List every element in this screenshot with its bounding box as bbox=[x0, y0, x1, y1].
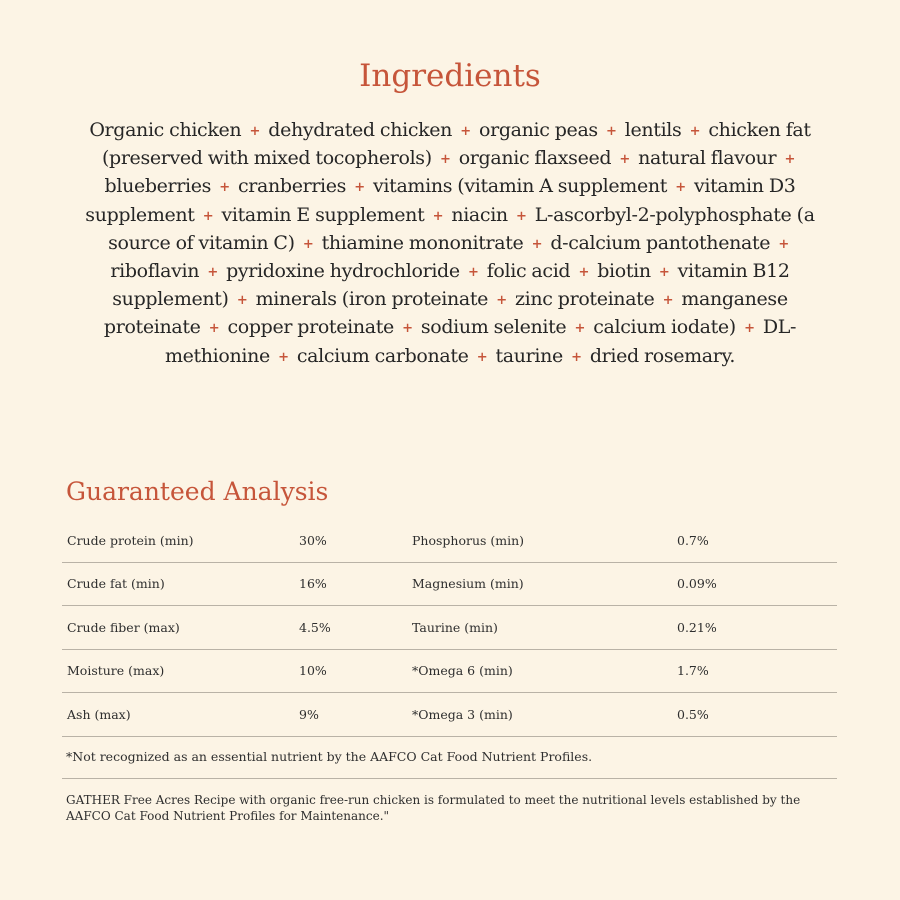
nutrient-name: Moisture (max) bbox=[62, 649, 299, 693]
nutrient-value: 4.5% bbox=[299, 606, 412, 650]
ingredient-item: calcium carbonate bbox=[296, 344, 469, 367]
ingredient-separator: + bbox=[778, 236, 789, 252]
guaranteed-analysis-title: Guaranteed Analysis bbox=[66, 477, 329, 506]
ingredient-item: manganese proteinate bbox=[103, 288, 788, 339]
ingredient-separator: + bbox=[202, 208, 214, 224]
ingredient-item: riboflavin bbox=[110, 260, 200, 283]
ingredient-separator: + bbox=[574, 321, 586, 337]
ingredient-item: sodium selenite bbox=[420, 316, 567, 339]
ingredient-item: taurine bbox=[495, 344, 563, 367]
nutrient-value: 9% bbox=[299, 693, 412, 737]
ingredient-item: natural flavour bbox=[638, 147, 777, 170]
ingredient-separator: + bbox=[658, 265, 670, 281]
ingredient-item: organic flaxseed bbox=[458, 147, 612, 170]
nutrient-name: Phosphorus (min) bbox=[412, 519, 677, 562]
ingredient-item: lentils bbox=[624, 119, 682, 141]
analysis-row bbox=[62, 649, 837, 693]
nutrient-name: Magnesium (min) bbox=[412, 562, 677, 606]
analysis-row bbox=[62, 519, 837, 562]
ingredient-separator: + bbox=[432, 208, 444, 224]
nutrient-value: 0.09% bbox=[677, 562, 837, 606]
guaranteed-analysis-table bbox=[62, 519, 837, 737]
nutrient-name: *Omega 3 (min) bbox=[412, 693, 677, 737]
nutrient-value: 0.7% bbox=[677, 519, 837, 562]
ingredient-item: minerals (iron proteinate bbox=[255, 288, 489, 311]
ingredient-separator: + bbox=[439, 152, 451, 168]
ingredient-item: organic peas bbox=[479, 119, 598, 141]
ingredient-separator: + bbox=[578, 265, 589, 281]
ingredient-separator: + bbox=[219, 180, 230, 196]
analysis-row bbox=[62, 606, 837, 650]
ingredient-item: biotin bbox=[597, 260, 651, 283]
ingredient-item: chicken fat (preserved with mixed tocopherols) bbox=[101, 119, 811, 170]
ingredient-separator: + bbox=[278, 349, 289, 365]
ingredient-item: d-calcium pantothenate bbox=[550, 231, 771, 254]
ingredient-item: vitamin B12 supplement) bbox=[112, 260, 790, 311]
ingredient-item: vitamin D3 supplement bbox=[85, 175, 796, 226]
ingredient-separator: + bbox=[249, 124, 261, 139]
ingredient-separator: + bbox=[619, 152, 630, 168]
ingredient-item: vitamins (vitamin A supplement bbox=[373, 175, 668, 198]
ingredient-item: dehydrated chicken bbox=[268, 119, 453, 141]
ingredient-item: dried rosemary. bbox=[589, 344, 736, 367]
ingredient-item: Organic chicken bbox=[89, 119, 242, 141]
ingredient-separator: + bbox=[460, 124, 471, 139]
analysis-row bbox=[62, 693, 837, 737]
nutrient-value: 10% bbox=[299, 649, 412, 693]
analysis-row bbox=[62, 562, 837, 606]
ingredient-separator: + bbox=[467, 265, 479, 281]
ingredient-separator: + bbox=[531, 236, 543, 252]
ingredient-separator: + bbox=[675, 180, 686, 196]
ingredient-item: calcium iodate) bbox=[593, 316, 736, 339]
ingredient-item: folic acid bbox=[486, 260, 571, 283]
ingredient-separator: + bbox=[302, 236, 314, 252]
ingredient-separator: + bbox=[689, 124, 701, 139]
ingredient-separator: + bbox=[496, 293, 507, 309]
footnote-divider bbox=[62, 778, 837, 779]
ingredients-title: Ingredients bbox=[359, 58, 541, 94]
nutrient-name: *Omega 6 (min) bbox=[412, 649, 677, 693]
nutrient-value: 0.5% bbox=[677, 693, 837, 737]
ingredient-separator: + bbox=[207, 265, 218, 281]
nutrient-name: Crude protein (min) bbox=[62, 519, 299, 562]
ingredients-list bbox=[72, 117, 828, 371]
ingredient-separator: + bbox=[516, 208, 527, 224]
ingredient-item: pyridoxine hydrochloride bbox=[226, 260, 460, 283]
nutrient-name: Crude fat (min) bbox=[62, 562, 299, 606]
ingredient-item: cranberries bbox=[238, 175, 347, 198]
nutrient-value: 1.7% bbox=[677, 649, 837, 693]
ingredient-separator: + bbox=[476, 349, 488, 365]
nutrient-name: Crude fiber (max) bbox=[62, 606, 299, 650]
ingredient-separator: + bbox=[402, 321, 413, 337]
ingredient-item: vitamin E supplement bbox=[221, 203, 425, 226]
ingredient-item: zinc proteinate bbox=[515, 288, 655, 311]
analysis-footnote: *Not recognized as an essential nutrient by the AAFCO Cat Food Nutrient Profiles. bbox=[66, 749, 593, 764]
nutrient-value: 30% bbox=[299, 519, 412, 562]
ingredient-item: L-ascorbyl-2-polyphosphate (a source of vitamin C) bbox=[108, 203, 815, 254]
ingredient-separator: + bbox=[744, 321, 755, 337]
nutrient-name: Ash (max) bbox=[62, 693, 299, 737]
nutrient-value: 16% bbox=[299, 562, 412, 606]
ingredient-separator: + bbox=[208, 321, 220, 337]
ingredient-separator: + bbox=[236, 293, 248, 309]
nutrient-value: 0.21% bbox=[677, 606, 837, 650]
aafco-statement: GATHER Free Acres Recipe with organic free-run chicken is formulated to meet the nutritional levels established by the AAFCO Cat Food Nutrient Profiles for Maintenance." bbox=[66, 793, 801, 823]
ingredient-item: niacin bbox=[451, 203, 508, 226]
ingredient-separator: + bbox=[571, 349, 582, 365]
ingredient-separator: + bbox=[784, 152, 796, 168]
ingredient-item: copper proteinate bbox=[227, 316, 394, 339]
ingredient-item: DL-methionine bbox=[164, 316, 797, 367]
ingredient-item: blueberries bbox=[104, 175, 212, 198]
ingredient-item: thiamine mononitrate bbox=[321, 231, 524, 254]
ingredient-separator: + bbox=[354, 180, 365, 196]
ingredient-separator: + bbox=[662, 293, 674, 309]
nutrient-name: Taurine (min) bbox=[412, 606, 677, 650]
ingredient-separator: + bbox=[606, 124, 617, 139]
